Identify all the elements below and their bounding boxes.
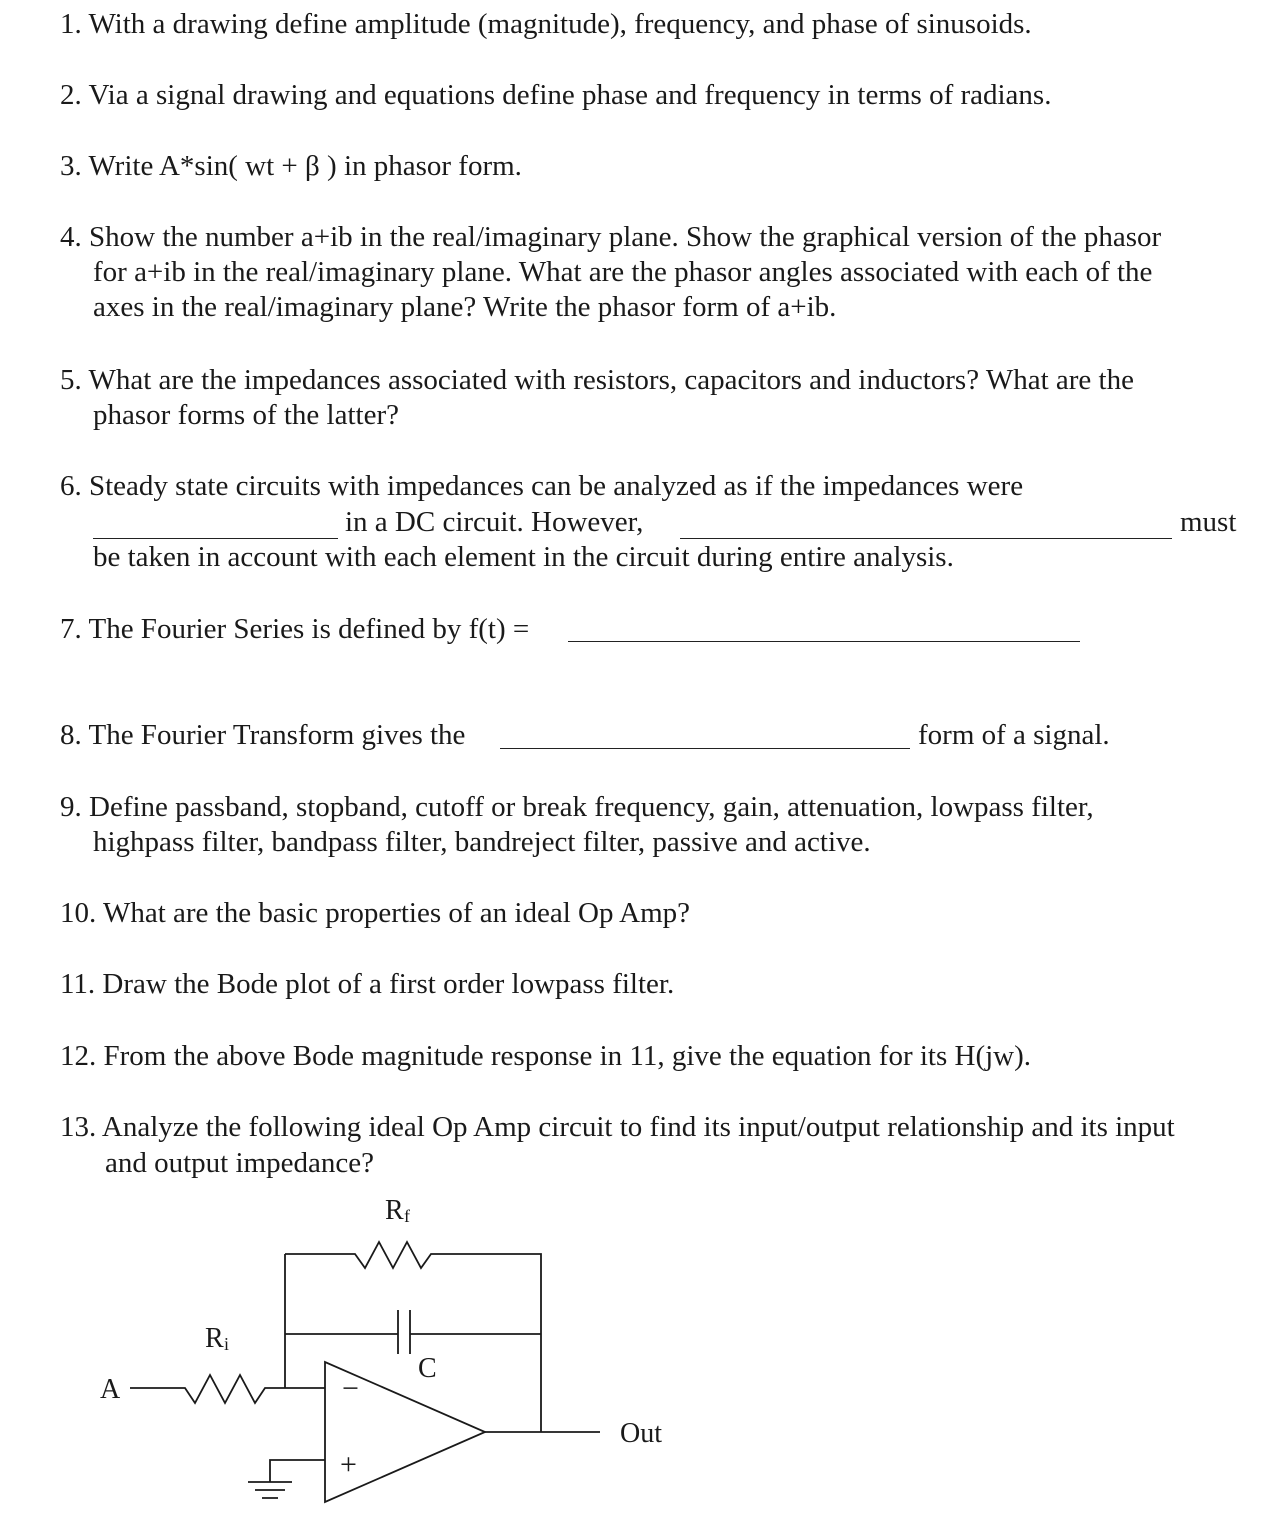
question-9-line-1: 9. Define passband, stopband, cutoff or break frequency, gain, attenuation, lowpass filter,: [60, 791, 1094, 823]
ri-label: R: [205, 1323, 224, 1354]
c-label: C: [418, 1353, 437, 1384]
question-3: 3. Write A*sin( wt + β ) in phasor form.: [60, 150, 522, 182]
question-13-line-2: and output impedance?: [105, 1147, 374, 1179]
question-8-end: form of a signal.: [918, 719, 1110, 751]
question-10: 10. What are the basic properties of an ideal Op Amp?: [60, 897, 690, 929]
ri-subscript: i: [224, 1334, 230, 1354]
question-7: 7. The Fourier Series is defined by f(t) =: [60, 613, 530, 645]
question-9-line-2: highpass filter, bandpass filter, bandreject filter, passive and active.: [93, 826, 871, 858]
question-11: 11. Draw the Bode plot of a first order lowpass filter.: [60, 968, 675, 1000]
question-5-line-2: phasor forms of the latter?: [93, 399, 400, 431]
question-6-must: must: [1180, 506, 1237, 538]
question-4-line-1: 4. Show the number a+ib in the real/imaginary plane. Show the graphical version of the phasor: [60, 221, 1162, 253]
question-12: 12. From the above Bode magnitude response in 11, give the equation for its H(jw).: [60, 1040, 1032, 1072]
capacitor-plates: [398, 1310, 410, 1354]
rf-label: R: [385, 1195, 404, 1226]
inverting-input-sign: −: [342, 1372, 359, 1405]
non-inverting-input-sign: +: [340, 1448, 357, 1481]
ground-symbol: [248, 1482, 292, 1498]
question-4-line-2: for a+ib in the real/imaginary plane. What are the phasor angles associated with each of the: [93, 256, 1153, 288]
output-label: Out: [620, 1418, 662, 1449]
input-resistor-ri: [130, 1375, 325, 1403]
ground-wire: [270, 1460, 325, 1482]
output-wire: [485, 1368, 600, 1432]
question-6-line-3: be taken in account with each element in the circuit during entire analysis.: [93, 541, 954, 573]
question-8-start: 8. The Fourier Transform gives the: [60, 719, 466, 751]
question-13-line-1: 13. Analyze the following ideal Op Amp circuit to find its input/output relationship and its input: [60, 1111, 1175, 1143]
question-5-line-1: 5. What are the impedances associated with resistors, capacitors and inductors? What are the: [60, 364, 1134, 396]
question-1: 1. With a drawing define amplitude (magnitude), frequency, and phase of sinusoids.: [60, 8, 1032, 40]
question-6-line-2: in a DC circuit. However,: [345, 506, 644, 538]
feedback-resistor-rf: [285, 1242, 541, 1368]
question-2: 2. Via a signal drawing and equations define phase and frequency in terms of radians.: [60, 79, 1052, 111]
question-4-line-3: axes in the real/imaginary plane? Write the phasor form of a+ib.: [93, 291, 837, 323]
question-6-line-1: 6. Steady state circuits with impedances can be analyzed as if the impedances were: [60, 470, 1024, 502]
rf-subscript: f: [404, 1206, 410, 1226]
input-a-label: A: [100, 1374, 121, 1405]
